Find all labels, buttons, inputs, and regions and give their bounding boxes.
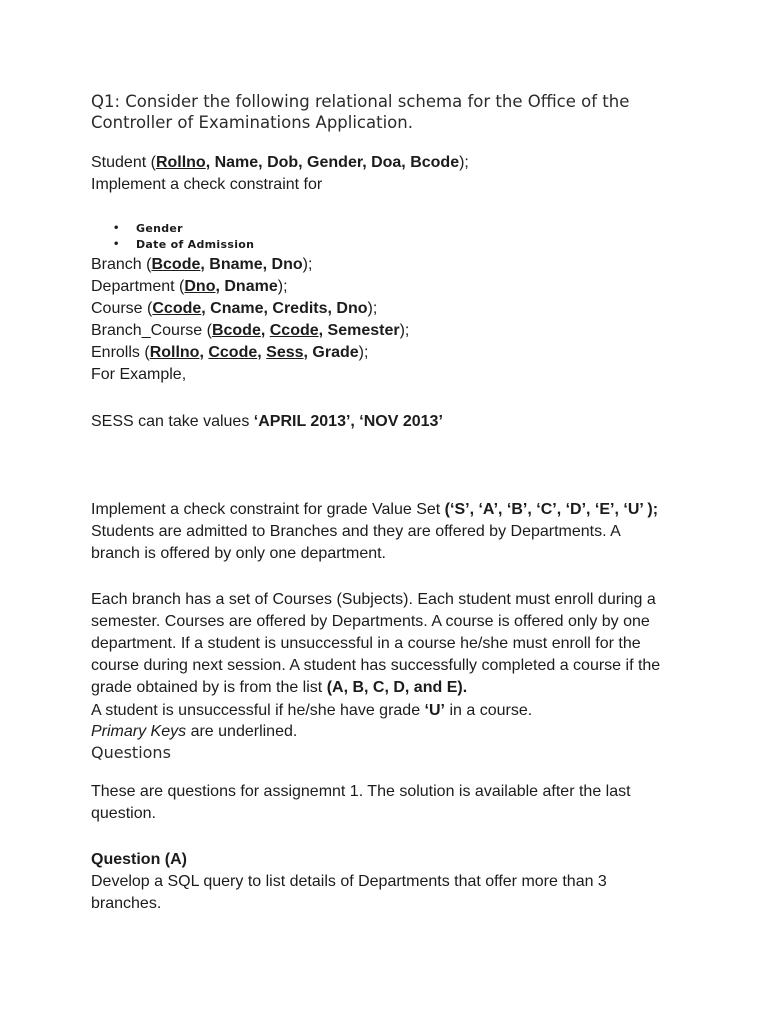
question-a-text-line: branches. — [91, 895, 162, 912]
primary-key: Rollno — [155, 154, 206, 171]
question-title-line-1: Q1: Consider the following relational schema for the Office of the — [91, 92, 630, 111]
primary-key: Ccode — [269, 322, 319, 339]
paragraph-line: Students are admitted to Branches and they are offered by Departments. A — [91, 523, 621, 540]
student-schema: Student (Rollno, Name, Dob, Gender, Doa, Bcode); — [91, 154, 469, 171]
course-schema: Course (Ccode, Cname, Credits, Dno); — [91, 300, 378, 317]
paragraph-line: Each branch has a set of Courses (Subjects). Each student must enroll during a — [91, 591, 656, 608]
question-a-label: Question (A) — [91, 851, 187, 868]
primary-key: Dno — [184, 278, 216, 295]
question-title-line-2: Controller of Examinations Application. — [91, 113, 413, 132]
department-schema: Department (Dno, Dname); — [91, 278, 288, 295]
sess-values-text: SESS can take values ‘APRIL 2013’, ‘NOV 2013’ — [91, 413, 443, 430]
questions-intro-line: These are questions for assignemnt 1. The solution is available after the last — [91, 783, 631, 800]
check-constraint-intro: Implement a check constraint for — [91, 176, 323, 193]
primary-key: Rollno — [149, 344, 200, 361]
unsuccessful-text: A student is unsuccessful if he/she have grade ‘U’ in a course. — [91, 702, 533, 719]
for-example-text: For Example, — [91, 366, 187, 383]
question-a-text-line: Develop a SQL query to list details of Departments that offer more than 3 — [91, 873, 607, 890]
primary-key: Sess — [266, 344, 304, 361]
paragraph-line: branch is offered by only one department. — [91, 545, 386, 562]
grade-constraint-text: Implement a check constraint for grade Value Set (‘S’, ‘A’, ‘B’, ‘C’, ‘D’, ‘E’, ‘U’ ); — [91, 501, 659, 518]
paragraph-line: semester. Courses are offered by Departments. A course is offered only by one — [91, 613, 650, 630]
questions-heading: Questions — [91, 743, 171, 762]
branch-schema: Branch (Bcode, Bname, Dno); — [91, 256, 313, 273]
enrolls-schema: Enrolls (Rollno, Ccode, Sess, Grade); — [91, 344, 369, 361]
primary-keys-note: Primary Keys are underlined. — [91, 723, 298, 740]
primary-key: Ccode — [208, 344, 258, 361]
paragraph-line: course during next session. A student has successfully completed a course if the — [91, 657, 661, 674]
primary-key: Bcode — [151, 256, 201, 273]
primary-key: Ccode — [152, 300, 202, 317]
questions-intro-line: question. — [91, 805, 156, 822]
bullet-icon: • — [113, 223, 120, 234]
paragraph-line: department. If a student is unsuccessful in a course he/she must enroll for the — [91, 635, 641, 652]
paragraph-line: grade obtained by is from the list (A, B, C, D, and E). — [91, 679, 468, 696]
primary-key: Bcode — [211, 322, 261, 339]
branch-course-schema: Branch_Course (Bcode, Ccode, Semester); — [91, 322, 410, 339]
bullet-icon: • — [113, 239, 120, 250]
